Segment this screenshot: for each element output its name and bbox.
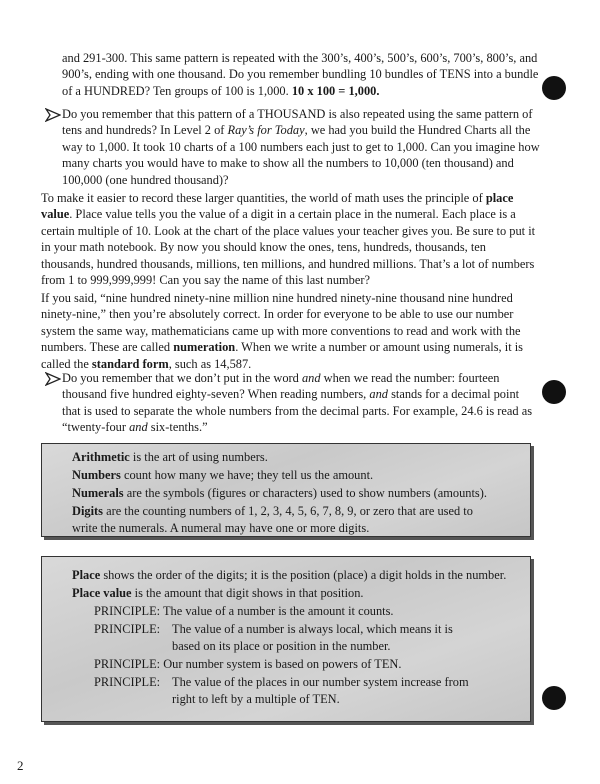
principle-2-text: The value of a number is always local, which means it is based on its place or position in the number.: [172, 622, 453, 653]
digits-definition: Digits are the counting numbers of 1, 2, 3, 4, 5, 6, 7, 8, 9, or zero that are used to write the numerals. A numeral may have one or more digits.: [72, 504, 473, 535]
principle-2-label: PRINCIPLE:: [94, 622, 161, 636]
arrow-bullet-icon: [45, 372, 61, 386]
numbers-definition: Numbers count how many we have; they tell us the amount.: [72, 468, 374, 482]
definitions-box: [41, 443, 531, 537]
principle-3: PRINCIPLE: Our number system is based on powers of TEN.: [94, 657, 402, 671]
paragraph-5: Do you remember that we don’t put in the word and when we read the number: fourteen thousand five hundred eighty-seven? When reading numbers, and stands for a decimal point that is used to separate the whole numbers from the decimal parts. For example, 24.6 is read as “twenty-four and six-tenths.”: [62, 371, 533, 435]
principle-4-text: The value of the places in our number system increase from right to left by a multiple of TEN.: [172, 675, 469, 706]
page-number: 2: [17, 758, 24, 773]
paragraph-3: To make it easier to record these larger quantities, the world of math uses the principle of place value. Place value tells you the value of a digit in a certain place in the numeral. Each place is a certain multiple of 10. Look at the chart of the place values your teacher gives you. Be sure to put it in your math notebook. By now you should know the ones, tens, hundreds, thousands, ten thousands, hundred thousands, millions, ten millions, and hundred millions. That’s a lot of numbers from 1 to 999,999,999! Can you say the name of this last number?: [41, 191, 536, 288]
place-value-box: [41, 556, 531, 722]
paragraph-2: Do you remember that this pattern of a THOUSAND is also repeated using the same pattern of tens and hundreds? In Level 2 of Ray’s for Today, we had you build the Hundred Charts all the way to 1,000. It took 10 charts of a 100 numbers each just to get to 1,000. Can you imagine how many charts you would have to make to show all the numbers to 10,000 (ten thousand) and 100,000 (one hundred thousand)?: [62, 107, 540, 187]
punch-hole-top: [542, 76, 566, 100]
arithmetic-definition: Arithmetic is the art of using numbers.: [72, 450, 268, 464]
principle-1: PRINCIPLE: The value of a number is the amount it counts.: [94, 604, 394, 618]
numerals-definition: Numerals are the symbols (figures or characters) used to show numbers (amounts).: [72, 486, 487, 500]
paragraph-4: If you said, “nine hundred ninety-nine million nine hundred ninety-nine thousand nine hundred ninety-nine,” then you’re absolutely correct. In order for everyone to be able to use our number system the same way, mathematicians came up with more conventions to read and work with the numbers. These are called numeration. When we write a number or amount using numerals, it is called the standard form, such as 14,587.: [41, 291, 523, 371]
punch-hole-middle: [542, 380, 566, 404]
place-definition: Place shows the order of the digits; it is the position (place) a digit holds in the number.: [72, 568, 507, 582]
place-value-definition: Place value is the amount that digit shows in that position.: [72, 586, 364, 600]
paragraph-1: and 291-300. This same pattern is repeated with the 300’s, 400’s, 500’s, 600’s, 700’s, 800’s, and 900’s, ending with one thousand. Do you remember bundling 10 bundles of TENS into a bundle of a HUNDRED? Ten groups of 100 is 1,000. 10 x 100 = 1,000.: [62, 51, 539, 98]
punch-hole-bottom: [542, 686, 566, 710]
arrow-bullet-icon: [45, 108, 61, 122]
principle-4-label: PRINCIPLE:: [94, 675, 161, 689]
